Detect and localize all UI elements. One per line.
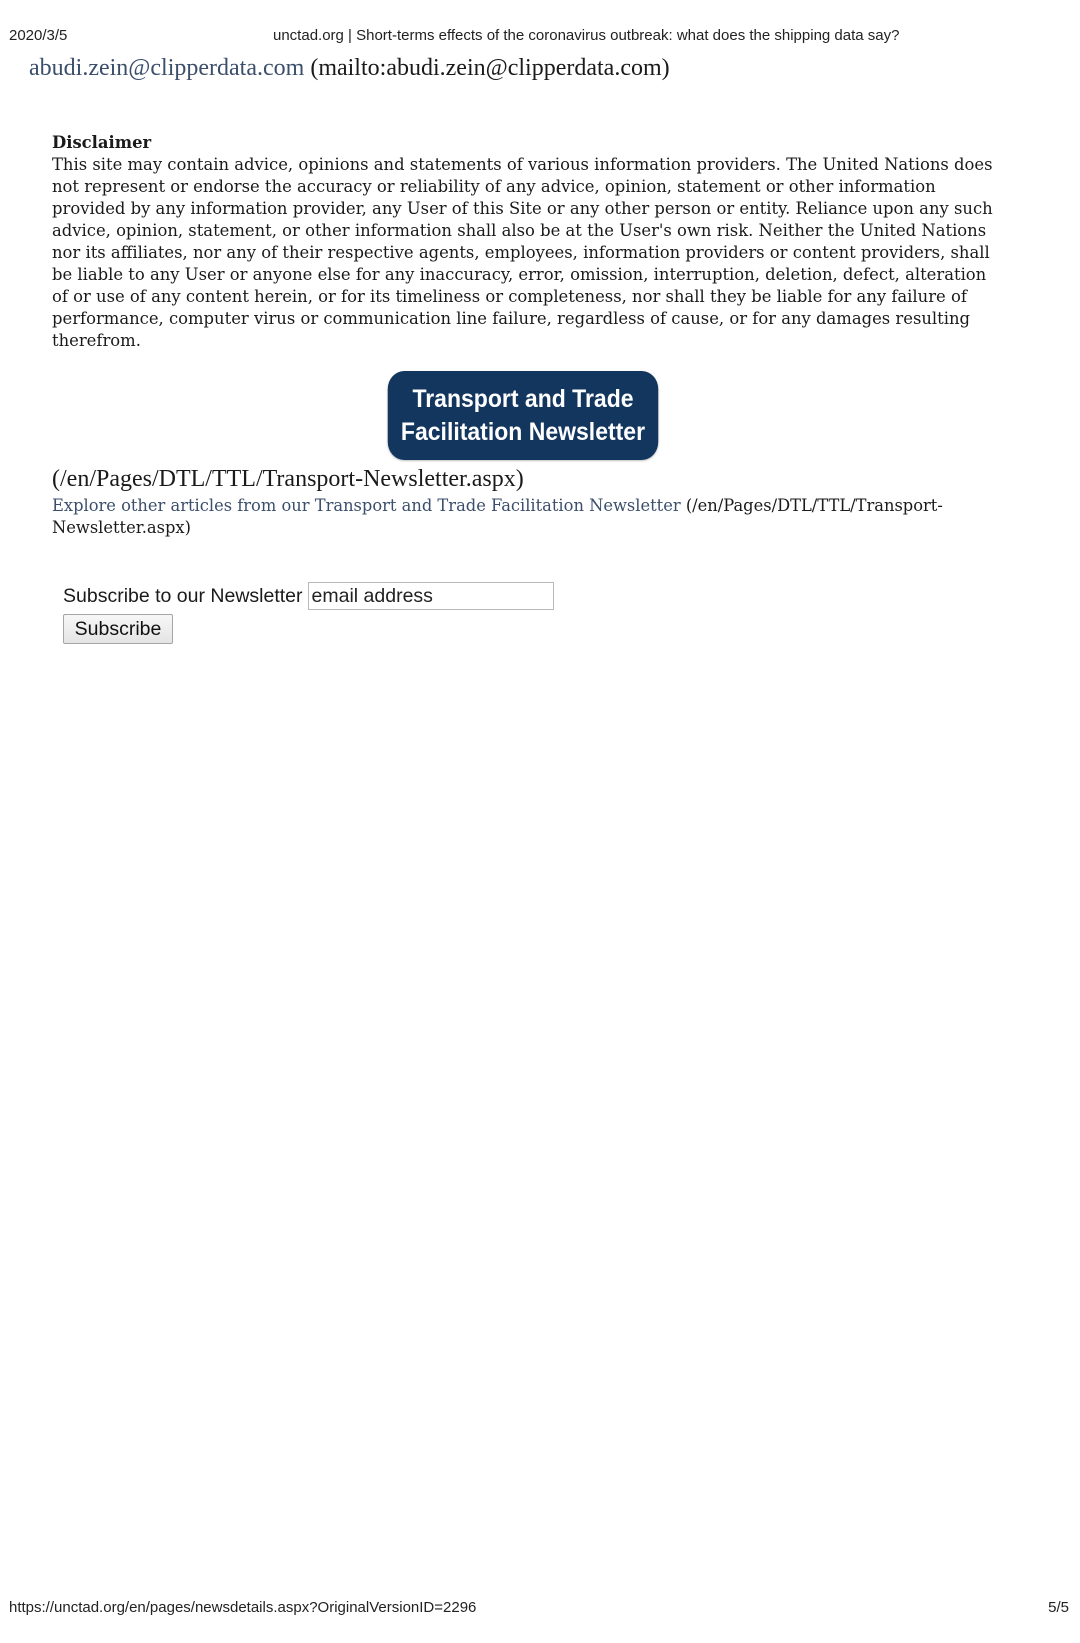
email-address-input[interactable] <box>308 582 554 610</box>
newsletter-banner-line1: Transport and Trade <box>412 384 634 413</box>
subscribe-label: Subscribe to our Newsletter <box>63 584 303 607</box>
explore-articles-path: (/en/Pages/DTL/TTL/Transport-Newsletter.aspx) <box>52 496 943 537</box>
newsletter-banner-path: (/en/Pages/DTL/TTL/Transport-Newsletter.aspx) <box>52 466 524 492</box>
contact-email-url: (mailto:abudi.zein@clipperdata.com) <box>310 55 670 81</box>
print-footer-url: https://unctad.org/en/pages/newsdetails.aspx?OriginalVersionID=2296 <box>9 1599 477 1616</box>
explore-articles-paragraph <box>52 495 972 539</box>
contact-email-line <box>29 55 670 82</box>
contact-email-link[interactable]: abudi.zein@clipperdata.com <box>29 55 305 81</box>
disclaimer-heading: Disclaimer <box>52 133 152 152</box>
disclaimer-text: This site may contain advice, opinions and statements of various information providers. The United Nations does not represent or endorse the accuracy or reliability of any advice, opinion, statement or other information provided by any information provider, any User of this Site or any other person or entity. Reliance upon any such advice, opinion, statement, or other information shall also be at the User's own risk. Neither the United Nations nor its affiliates, nor any of their respective agents, employees, information providers or content providers, shall be liable to any User or anyone else for any inaccuracy, error, omission, interruption, deletion, defect, alteration of or use of any content herein, or for its timeliness or completeness, nor shall they be liable for any failure of performance, computer virus or communication line failure, regardless of cause, or for any damages resulting therefrom. <box>52 155 993 350</box>
subscribe-button[interactable]: Subscribe <box>63 614 173 644</box>
newsletter-banner-line2: Facilitation Newsletter <box>400 417 646 446</box>
newsletter-subscribe-form <box>63 582 554 610</box>
explore-articles-link[interactable]: Explore other articles from our Transport and Trade Facilitation Newsletter <box>52 496 681 515</box>
print-page-number: 5/5 <box>1048 1599 1069 1616</box>
print-date: 2020/3/5 <box>9 27 68 44</box>
print-page-title: unctad.org | Short-terms effects of the coronavirus outbreak: what does the shipping data say? <box>273 27 900 44</box>
newsletter-banner-button[interactable] <box>388 371 658 460</box>
disclaimer-section <box>52 132 1007 352</box>
